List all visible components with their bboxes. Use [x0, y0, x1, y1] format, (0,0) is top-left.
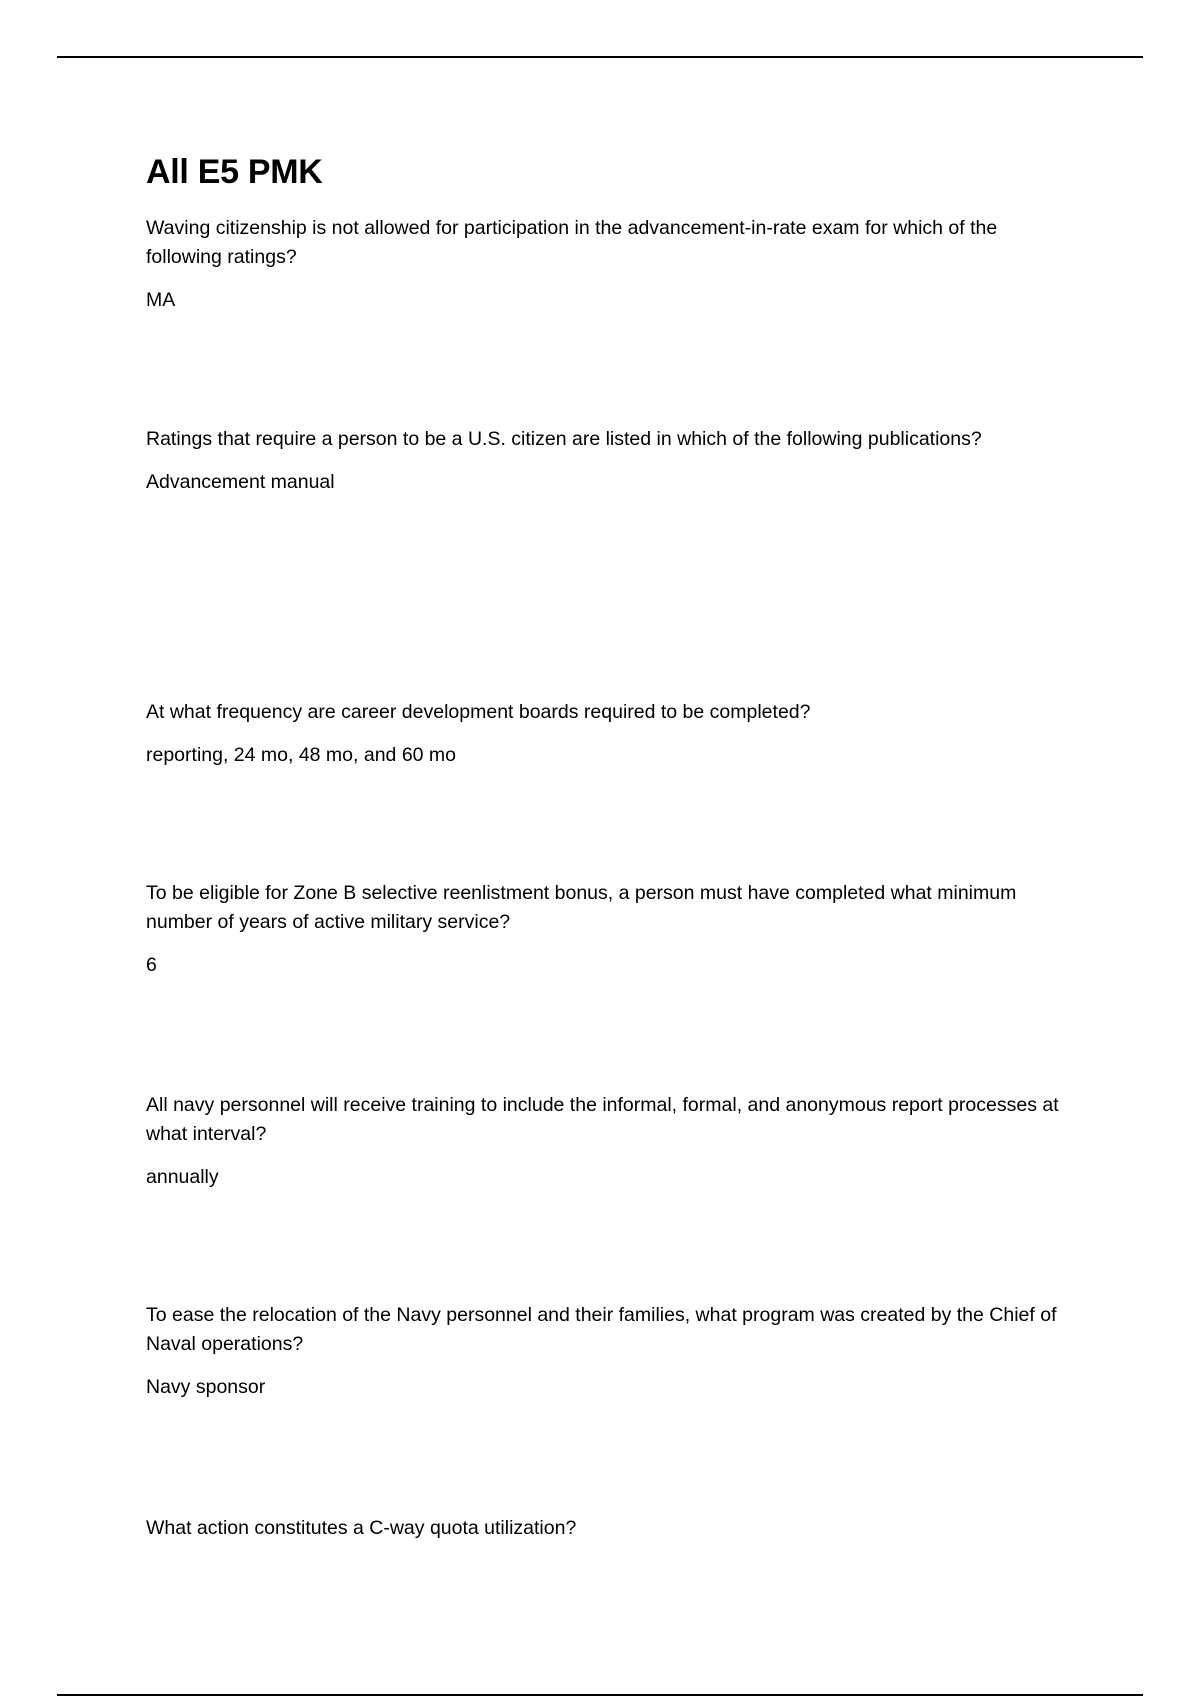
- question-text: To ease the relocation of the Navy personnel and their families, what program was created by the Chief of Naval operations?: [146, 1304, 1057, 1355]
- question-text: All navy personnel will receive training to include the informal, formal, and anonymous report processes at what interval?: [146, 1094, 1059, 1145]
- question-text: What action constitutes a C-way quota utilization?: [146, 1517, 577, 1539]
- answer-text: Navy sponsor: [146, 1376, 266, 1398]
- answer-text: Advancement manual: [146, 471, 335, 493]
- question-text: To be eligible for Zone B selective reenlistment bonus, a person must have completed what minimum number of years of active military service?: [146, 882, 1017, 933]
- qa-item-5: [146, 1091, 1066, 1192]
- qa-item-1: [146, 214, 1066, 315]
- answer-text: annually: [146, 1166, 219, 1188]
- answer-text: reporting, 24 mo, 48 mo, and 60 mo: [146, 744, 457, 766]
- document-title: All E5 PMK: [146, 153, 323, 191]
- question-text: At what frequency are career development boards required to be completed?: [146, 701, 811, 723]
- qa-item-7: [146, 1514, 1066, 1557]
- answer-text: MA: [146, 289, 176, 311]
- footer-rule: [57, 1694, 1143, 1696]
- qa-item-2: [146, 425, 1066, 497]
- question-text: Waving citizenship is not allowed for participation in the advancement-in-rate exam for which of the following ratings?: [146, 217, 998, 268]
- qa-item-4: [146, 879, 1066, 980]
- qa-item-6: [146, 1301, 1066, 1402]
- question-text: Ratings that require a person to be a U.S. citizen are listed in which of the following publications?: [146, 428, 982, 450]
- header-rule: [57, 56, 1143, 58]
- answer-text: 6: [146, 954, 157, 976]
- qa-item-3: [146, 698, 1066, 770]
